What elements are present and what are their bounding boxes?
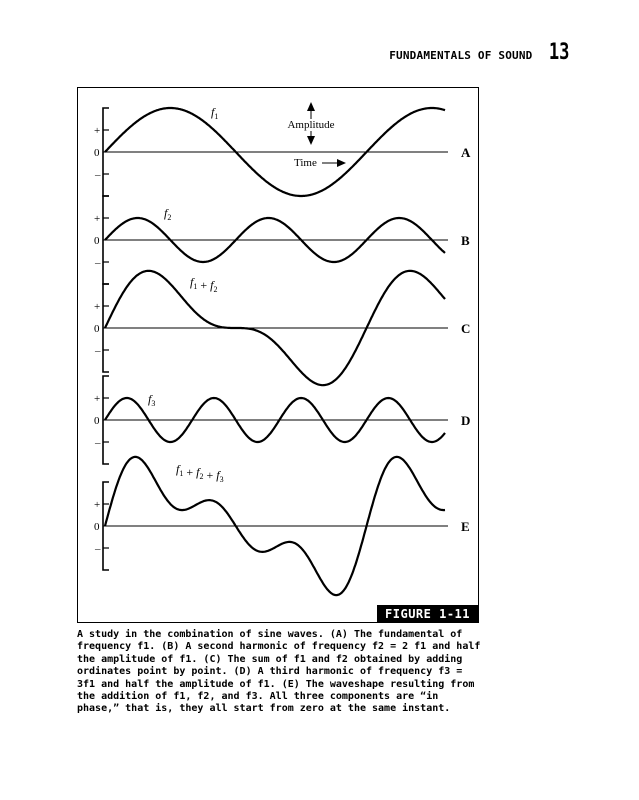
panel-letter: A (461, 145, 471, 160)
panel-letter: D (461, 413, 471, 428)
minus-symbol: – (95, 345, 101, 357)
waveform-figure (78, 88, 480, 624)
panel-c (103, 271, 448, 385)
running-head (389, 40, 569, 64)
amplitude-label: Amplitude (287, 119, 335, 131)
time-label: Time (294, 157, 317, 169)
curve-label: $f_3$ (148, 392, 156, 408)
plus-symbol: + (94, 301, 101, 313)
panel-letter: E (461, 519, 470, 534)
zero-symbol: 0 (94, 235, 100, 247)
figure-caption (77, 629, 483, 716)
panel-d (103, 376, 448, 464)
panel-letter: B (461, 233, 470, 248)
plus-symbol: + (94, 393, 101, 405)
caption-text: A study in the combination of sine waves. (A) The fundamental of frequency f1. (B) A second harmonic of frequency f2 = 2 f1 and half the amplitude of f1. (C) The sum of f1 and f2 obtained by adding ordinates point by point. (D) A third harmonic of frequency f3 = 3f1 and half the amplitude of f1. (E) The waveshape resulting from the addition of f1, f2, and f3. All three components are “in phase,” that is, they all start from zero at the same instant. (77, 629, 481, 715)
amplitude-arrow-head (307, 136, 315, 145)
plus-symbol: + (94, 125, 101, 137)
minus-symbol: – (95, 169, 101, 181)
figure-tag: FIGURE 1-11 (377, 605, 478, 622)
zero-symbol: 0 (94, 415, 100, 427)
page-number: 13 (548, 40, 569, 65)
panel-a (103, 102, 448, 196)
panel-letter: C (461, 321, 471, 336)
zero-symbol: 0 (94, 323, 100, 335)
curve-label: $f_1 + f_2 + f_3$ (176, 462, 224, 484)
zero-symbol: 0 (94, 147, 100, 159)
minus-symbol: – (95, 543, 101, 555)
panel-e (103, 457, 448, 595)
panel-b (103, 196, 448, 284)
running-title: FUNDAMENTALS OF SOUND (389, 49, 533, 62)
plus-symbol: + (94, 499, 101, 511)
minus-symbol: – (95, 257, 101, 269)
plus-symbol: + (94, 213, 101, 225)
time-arrow-head (337, 159, 346, 167)
minus-symbol: – (95, 437, 101, 449)
curve-label: $f_1$ (211, 105, 219, 121)
figure-1-11 (77, 87, 479, 623)
zero-symbol: 0 (94, 521, 100, 533)
amplitude-arrow-head (307, 102, 315, 111)
curve-label: $f_1 + f_2$ (190, 275, 218, 294)
curve-label: $f_2$ (164, 206, 172, 222)
